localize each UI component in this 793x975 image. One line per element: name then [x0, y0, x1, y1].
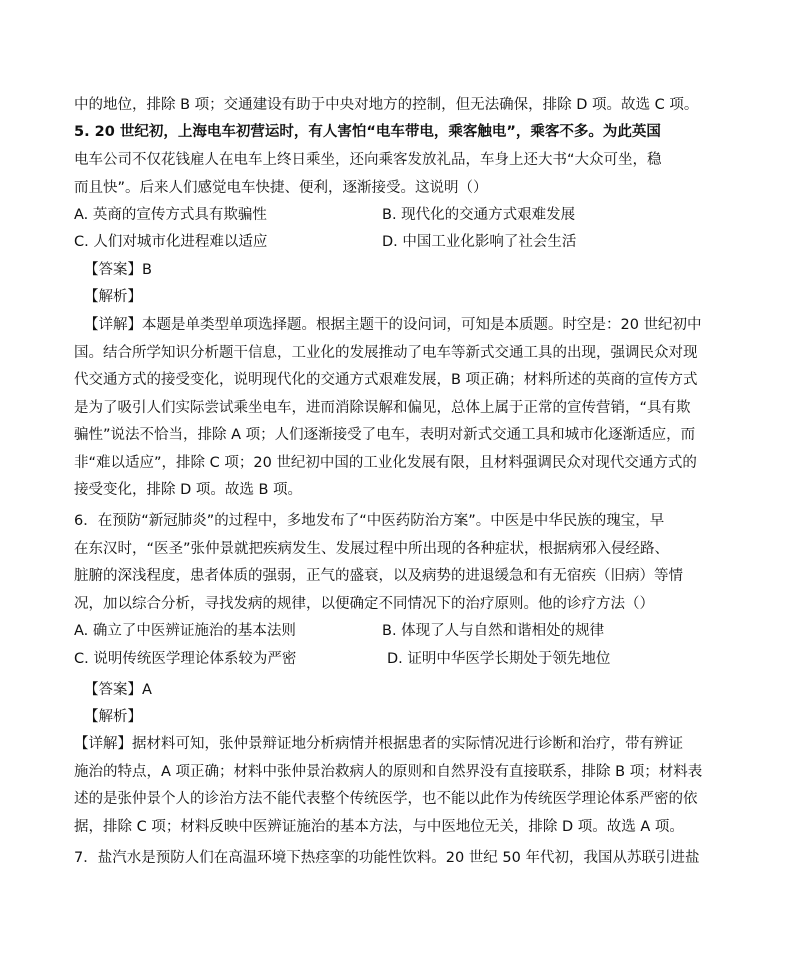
- q6-detail-line-3: 述的是张仲景个人的诊治方法不能代表整个传统医学，也不能以此作为传统医学理论体系严密的依: [74, 791, 698, 807]
- q5-stem-line-3: 而且快”。后来人们感觉电车快捷、便利，逐渐接受。这说明（）: [74, 180, 488, 196]
- q7-stem-line-1: 7．盐汽水是预防人们在高温环境下热痉挛的功能性饮料。20 世纪 50 年代初，我国从苏联引进盐: [74, 850, 700, 866]
- continuation-line: 中的地位，排除 B 项；交通建设有助于中央对地方的控制，但无法确保，排除 D 项。故选 C 项。: [74, 97, 699, 113]
- q5-detail-line-2: 国。结合所学知识分析题干信息，工业化的发展推动了电车等新式交通工具的出现，强调民众对现: [74, 345, 698, 361]
- q5-option-a: A. 英商的宣传方式具有欺骗性: [74, 207, 267, 223]
- q6-stem-line-4: 况，加以综合分析，寻找发病的规律，以便确定不同情况下的治疗原则。他的诊疗方法（）: [74, 596, 654, 612]
- q5-option-c: C. 人们对城市化进程难以适应: [74, 234, 268, 250]
- q5-option-d: D. 中国工业化影响了社会生活: [382, 234, 577, 250]
- q6-analysis-label: 【解析】: [84, 709, 142, 725]
- q5-answer: 【答案】B: [84, 262, 152, 278]
- q6-option-c: C. 说明传统医学理论体系较为严密: [74, 651, 297, 667]
- q6-stem-line-2: 在东汉时，“医圣”张仲景就把疾病发生、发展过程中所出现的各种症状，根据病邪入侵经路、: [74, 541, 670, 557]
- q5-detail-line-3: 代交通方式的接受变化，说明现代化的交通方式艰难发展，B 项正确；材料所述的英商的宣传方式: [74, 372, 698, 388]
- q5-option-b: B. 现代化的交通方式艰难发展: [382, 207, 576, 223]
- q6-detail-line-2: 施治的特点，A 项正确；材料中张仲景治救病人的原则和自然界没有直接联系，排除 B 项；材料表: [74, 764, 703, 780]
- q6-option-d: D. 证明中华医学长期处于领先地位: [387, 651, 611, 667]
- q6-answer: 【答案】A: [84, 682, 152, 698]
- q6-option-b: B. 体现了人与自然和谐相处的规律: [382, 623, 605, 639]
- q6-detail-line-4: 据，排除 C 项；材料反映中医辨证施治的基本方法，与中医地位无关，排除 D 项。故选 A 项。: [74, 819, 684, 835]
- q5-analysis-label: 【解析】: [84, 289, 142, 305]
- q5-detail-line-7: 接受变化，排除 D 项。故选 B 项。: [74, 482, 303, 498]
- q5-stem-line-1: 5. 20 世纪初，上海电车初营运时，有人害怕“电车带电，乘客触电”，乘客不多。为此英国: [74, 124, 661, 140]
- q5-detail-line-1: 【详解】本题是单类型单项选择题。根据主题干的设问词，可知是本质题。时空是：20 世纪初中: [84, 317, 702, 333]
- q5-detail-line-6: 非“难以适应”，排除 C 项；20 世纪初中国的工业化发展有限，且材料强调民众对现代交通方式的: [74, 455, 697, 471]
- q6-stem-line-1: 6．在预防“新冠肺炎”的过程中，多地发布了“中医药防治方案”。中医是中华民族的瑰宝，早: [74, 513, 665, 529]
- q5-stem-line-2: 电车公司不仅花钱雇人在电车上终日乘坐，还向乘客发放礼品，车身上还大书“大众可坐，稳: [74, 152, 662, 168]
- q6-detail-line-1: 【详解】据材料可知，张仲景辩证地分析病情并根据患者的实际情况进行诊断和治疗，带有辨证: [74, 736, 683, 752]
- q6-stem-line-3: 脏腑的深浅程度，患者体质的强弱，正气的盛衰，以及病势的进退缓急和有无宿疾（旧病）等情: [74, 568, 683, 584]
- q5-detail-line-4: 是为了吸引人们实际尝试乘坐电车，进而消除误解和偏见，总体上属于正常的宣传营销，“具有欺: [74, 400, 691, 416]
- q6-option-a: A. 确立了中医辨证施治的基本法则: [74, 623, 296, 639]
- q5-detail-line-5: 骗性”说法不恰当，排除 A 项；人们逐渐接受了电车，表明对新式交通工具和城市化逐渐适应，而: [74, 427, 696, 443]
